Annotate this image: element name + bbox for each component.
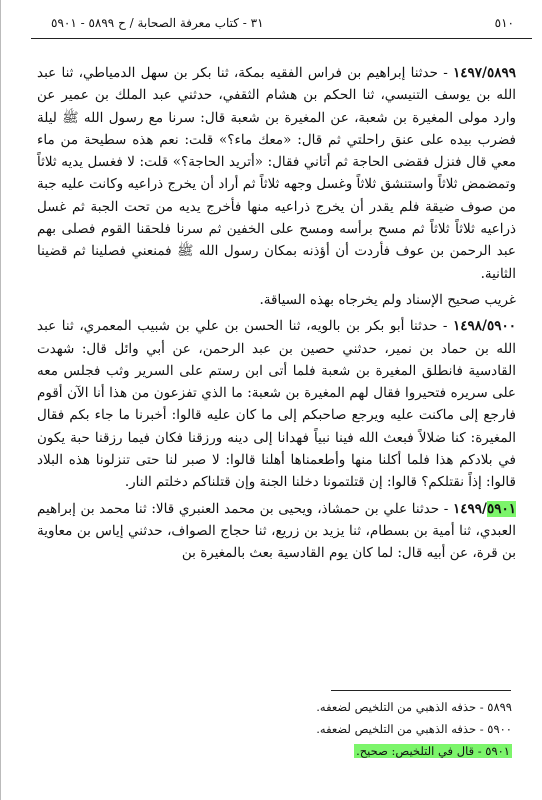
page-number: ٥١٠ <box>494 16 514 30</box>
footnotes <box>201 696 512 762</box>
hadith-text: - حدثنا أبو بكر بن بالويه، ثنا الحسن بن علي بن شبيب المعمري، ثنا عبد الله بن حماد بن نمير، حدثني حصين بن عبد الرحمن، عن أبي وائل قال: شهدت القادسية فانطلق المغيرة بن شعبة فلما أتى ابن رستم على السرير وثب فجلس معه على سريره فتحيروا فقال لهم المغيرة بن شعبة: ما الذي تفزعون من هذا أنا الآن أقوم فارجع إلى ماكنت عليه ويرجع صاحبكم إلى ما كان عليه قالوا: أخبرنا ما جاء بكم فقال المغيرة: كنا ضلالاً فبعث الله فينا نبياً فهدانا إلى دينه ورزقنا فكان فيما رزقنا حبة يكون في بلادكم هذا فلما أكلنا منها وأطعمناها أهلنا قالوا: لا صبر لنا حتى تنزلونا هذه البلاد قالوا: إذاً نقتلكم؟ قالوا: إن قتلتمونا دخلنا الجنة وإن قتلناكم دخلتم النار. <box>37 318 516 491</box>
page-header <box>21 16 522 36</box>
footnote-5899: ٥٨٩٩ - حذفه الذهبي من التلخيص لضعفه. <box>316 700 512 714</box>
hadith-number-rest: ١٤٩٩/ <box>453 500 487 517</box>
hadith-5901 <box>37 498 516 565</box>
hadith-number: ١٤٩٧/٥٨٩٩ <box>453 65 516 81</box>
header-divider <box>31 38 532 39</box>
highlighted-footnote: ٥٩٠١ - قال في التلخيص: صحيح. <box>356 744 510 758</box>
main-text <box>37 62 516 569</box>
hadith-number <box>453 501 516 517</box>
hadith-number: ١٤٩٨/٥٩٠٠ <box>453 318 516 335</box>
footnote-5900: ٥٩٠٠ - حذفه الذهبي من التلخيص لضعفه. <box>316 722 512 736</box>
grading-note <box>37 289 516 311</box>
hadith-text: - حدثنا إبراهيم بن فراس الفقيه بمكة، ثنا بكر بن سهل الدمياطي، ثنا عبد الله بن يوسف التنيسي، ثنا الحكم بن هشام الثقفي، حدثني عبد الملك بن عمير عن وارد مولى المغيرة بن شعبة، عن المغيرة بن شعبة قال: سرنا مع رسول الله ﷺ ليلة فضرب بيده على عنق راحلتي ثم قال: «معك ماء؟» قلت: نعم هذه سطيحة من ماء معي قال فنزل فقضى الحاجة ثم أتاني فقال: «أتريد الحاجة؟» قلت: لا فغسل يديه ثلاثاً وتمضمض ثلاثاً واستنشق ثلاثاً وغسل وجهه ثلاثاً ثم أراد أن يخرج ذراعيه وكانت عليه جبة من صوف ضيقة فلم يقدر أن يخرج ذراعيه منها فأخرج يديه من تحت الجبة ثم غسل ذراعيه ثلاثاً ثلاثاً ثم مسح برأسه ومسح على الخفين ثم سرنا فلحقنا القوم فصلى بهم عبد الرحمن بن عوف فأردت أن أؤذنه بمكان رسول الله ﷺ فمنعني فصلينا ثم قضينا الثانية. <box>37 65 516 282</box>
footnote-divider <box>331 690 511 691</box>
grading-text: غريب صحيح الإسناد ولم يخرجاه بهذه السياقة. <box>259 291 516 308</box>
hadith-text: - حدثنا علي بن حمشاذ، ويحيى بن محمد العنبري قالا: ثنا محمد بن إبراهيم العبدي، ثنا أمية بن بسطام، ثنا يزيد بن زريع، ثنا حجاج الصواف، حدثني إياس بن معاوية بن قرة، عن أبيه قال: لما كان يوم القادسية بعث بالمغيرة بن <box>37 500 516 562</box>
hadith-5900 <box>37 315 516 493</box>
hadith-5899 <box>37 62 516 285</box>
footnote-5901 <box>201 740 512 762</box>
highlighted-hadith-number: ٥٩٠١ <box>486 500 516 517</box>
running-title: ٣١ - كتاب معرفة الصحابة / ح ٥٨٩٩ - ٥٩٠١ <box>51 16 264 30</box>
